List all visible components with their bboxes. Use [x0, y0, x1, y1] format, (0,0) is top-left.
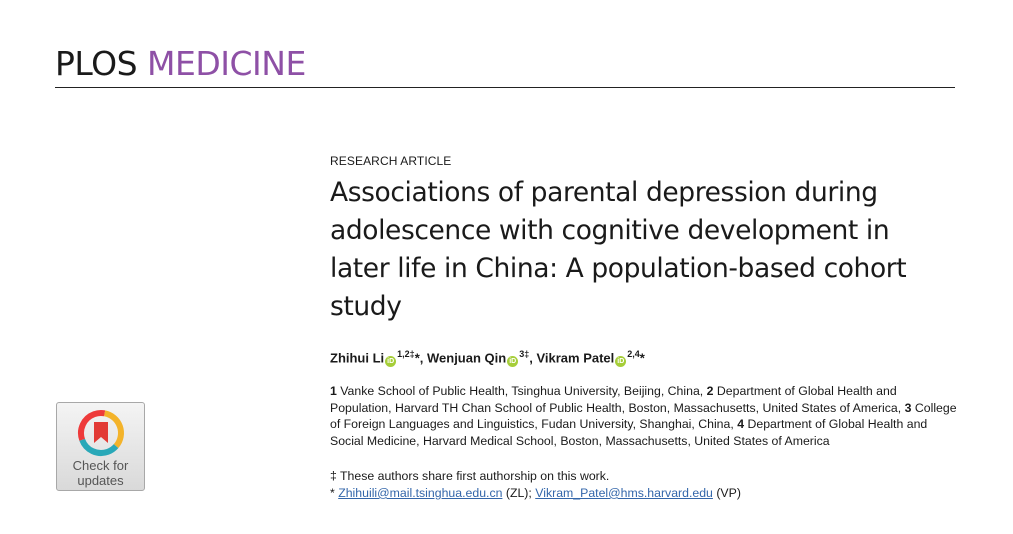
affiliation-number: 4 [737, 417, 745, 432]
author-name[interactable]: Zhihui Li [330, 350, 385, 366]
check-for-updates-button[interactable] [56, 402, 145, 491]
article-front-matter [330, 150, 970, 501]
author-separator: , [529, 350, 537, 366]
email-link-zl[interactable]: Zhihuili@mail.tsinghua.edu.cn [338, 485, 503, 500]
affiliation-number: 1 [330, 384, 337, 399]
affiliation-text: College of Foreign Languages and Linguistics, Fudan University, Shanghai, China, [330, 400, 957, 432]
author-notes [330, 468, 970, 501]
badge-label-line1: Check for [72, 458, 129, 473]
article-type: RESEARCH ARTICLE [330, 154, 452, 168]
affiliation-number: 3 [904, 400, 912, 415]
badge-label-line2: updates [77, 473, 124, 488]
orcid-icon[interactable]: iD [509, 358, 517, 366]
affiliation-text: Department of Global Health and Population, Harvard TH Chan School of Public Health, Boston, Massachusetts, United States of America, [330, 384, 902, 415]
article-title: Associations of parental depression during adolescence with cognitive development in later life in China: A population-based cohort study [330, 177, 907, 322]
logo-medicine-text: MEDICINE [147, 44, 306, 83]
email-tag-vp: (VP) [712, 485, 741, 500]
author-affil-sup: 3‡ [519, 349, 530, 359]
author-name[interactable]: Wenjuan Qin [426, 350, 507, 366]
author-name[interactable]: Vikram Patel [536, 350, 615, 366]
corresponding-star: * [639, 350, 645, 366]
affiliation-number: 2 [706, 384, 714, 399]
crossmark-icon [77, 409, 125, 457]
email-tag-zl: (ZL); [502, 485, 536, 500]
author-list [330, 346, 970, 367]
orcid-icon[interactable]: iD [387, 358, 395, 366]
affiliation-text: Department of Global Health and Social Medicine, Harvard Medical School, Boston, Massachusetts, United States of America [330, 417, 928, 448]
correspondence-line [330, 485, 970, 502]
affiliation-text: Vanke School of Public Health, Tsinghua University, Beijing, China, [340, 384, 704, 399]
author-separator: , [419, 350, 427, 366]
journal-logo[interactable] [55, 44, 955, 84]
journal-header [55, 44, 955, 89]
email-link-vp[interactable]: Vikram_Patel@hms.harvard.edu [535, 485, 713, 500]
correspondence-star: * [330, 485, 339, 500]
author-affil-sup: 2,4 [627, 349, 640, 359]
first-authorship-note: ‡ These authors share first authorship on this work. [330, 469, 610, 484]
logo-plos-text: PLOS [55, 44, 138, 83]
affiliations [330, 383, 960, 449]
orcid-icon[interactable]: iD [617, 358, 625, 366]
corresponding-star: * [414, 350, 420, 366]
header-divider [55, 87, 955, 88]
author-affil-sup: 1,2‡ [397, 349, 415, 359]
